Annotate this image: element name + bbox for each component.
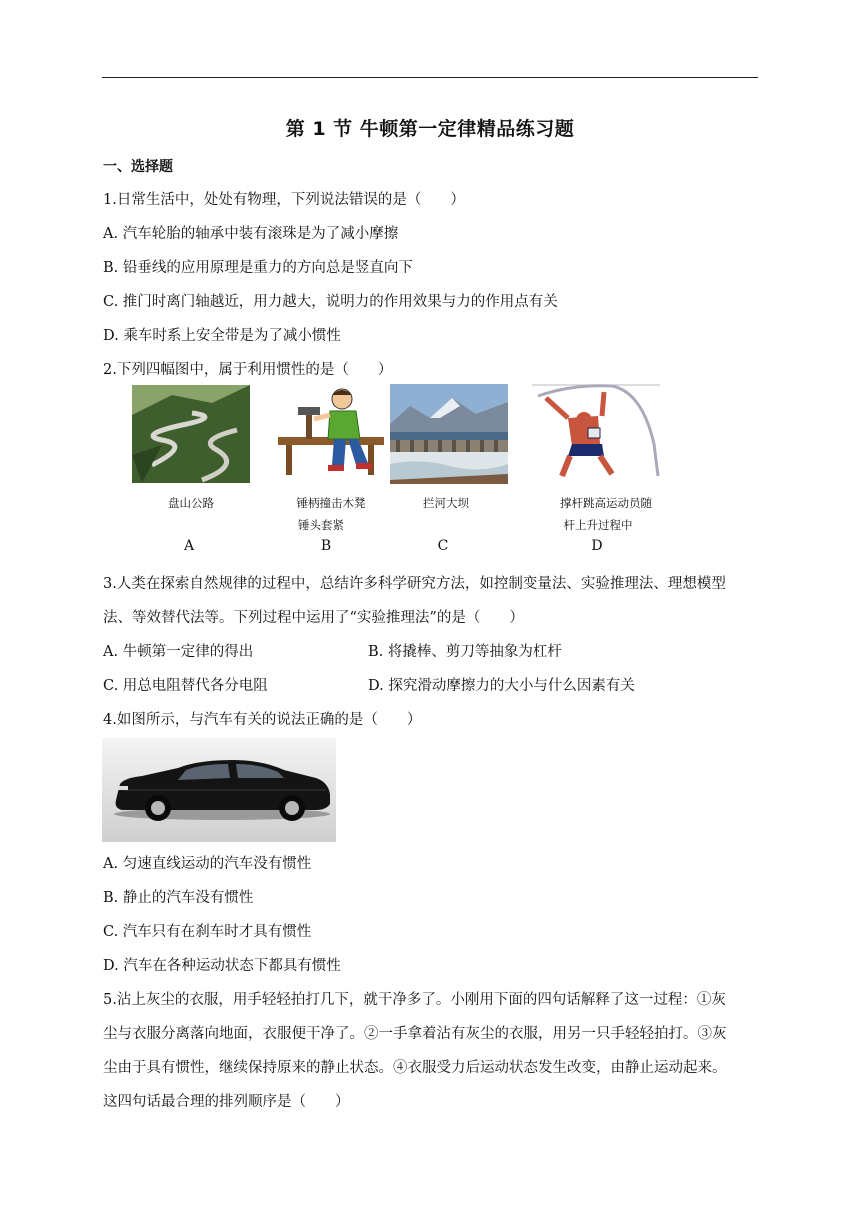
q3-stem-line2: 法、等效替代法等。下列过程中运用了“实验推理法”的是（ ） [103, 610, 524, 626]
figure-caption-b-line1: 锤柄撞击木凳 [296, 496, 366, 510]
page-title: 第 1 节 牛顿第一定律精品练习题 [285, 118, 575, 140]
q3-option-d: D. 探究滑动摩擦力的大小与什么因素有关 [368, 678, 635, 694]
q4-stem: 4.如图所示，与汽车有关的说法正确的是（ ） [103, 712, 422, 728]
q3-option-b: B. 将撬棒、剪刀等抽象为杠杆 [368, 644, 562, 660]
q1-option-a: A. 汽车轮胎的轴承中装有滚珠是为了减小摩擦 [103, 226, 399, 242]
q4-option-b: B. 静止的汽车没有惯性 [103, 890, 254, 906]
figure-label-b: B [320, 538, 332, 554]
figure-caption-d-line1: 撑杆跳高运动员随 [560, 496, 652, 510]
q4-option-c: C. 汽车只有在刹车时才具有惯性 [103, 924, 312, 940]
figure-mountain-road [132, 385, 250, 483]
q5-stem-line1: 5.沾上灰尘的衣服，用手轻轻拍打几下，就干净多了。小刚用下面的四句话解释了这一过程：①灰 [103, 992, 726, 1008]
q4-option-d: D. 汽车在各种运动状态下都具有惯性 [103, 958, 341, 974]
figure-label-d: D [591, 538, 603, 554]
q5-stem-line4: 这四句话最合理的排列顺序是（ ） [103, 1094, 350, 1110]
q1-option-b: B. 铅垂线的应用原理是重力的方向总是竖直向下 [103, 260, 413, 276]
q3-stem-line1: 3.人类在探索自然规律的过程中，总结许多科学研究方法，如控制变量法、实验推理法、理想模型 [103, 576, 726, 592]
q5-stem-line3: 尘由于具有惯性，继续保持原来的静止状态。④衣服受力后运动状态发生改变，由静止运动起来。 [103, 1060, 727, 1076]
section-heading: 一、选择题 [103, 159, 173, 175]
figure-label-c: C [437, 538, 449, 554]
figure-caption-a: 盘山公路 [168, 496, 214, 510]
figure-caption-b-line2: 锤头套紧 [298, 518, 344, 532]
figure-caption-c: 拦河大坝 [423, 496, 469, 510]
q1-option-c: C. 推门时离门轴越近，用力越大，说明力的作用效果与力的作用点有关 [103, 294, 558, 310]
figure-caption-d-line2: 杆上升过程中 [563, 518, 633, 532]
q1-option-d: D. 乘车时系上安全带是为了减小惯性 [103, 328, 341, 344]
q5-stem-line2: 尘与衣服分离落向地面，衣服便干净了。②一手拿着沾有灰尘的衣服，用另一只手轻轻拍打。③灰 [103, 1026, 727, 1042]
q3-option-a: A. 牛顿第一定律的得出 [103, 644, 254, 660]
q3-option-c: C. 用总电阻替代各分电阻 [103, 678, 268, 694]
figure-hammer-bench [272, 385, 390, 483]
figure-dam [390, 384, 508, 484]
figure-car [102, 738, 336, 842]
header-rule [102, 77, 758, 78]
figure-pole-vault [532, 384, 660, 484]
q1-stem: 1.日常生活中，处处有物理，下列说法错误的是（ ） [103, 192, 465, 208]
figure-label-a: A [183, 538, 195, 554]
q4-option-a: A. 匀速直线运动的汽车没有惯性 [103, 856, 312, 872]
q2-stem: 2.下列四幅图中，属于利用惯性的是（ ） [103, 362, 393, 378]
